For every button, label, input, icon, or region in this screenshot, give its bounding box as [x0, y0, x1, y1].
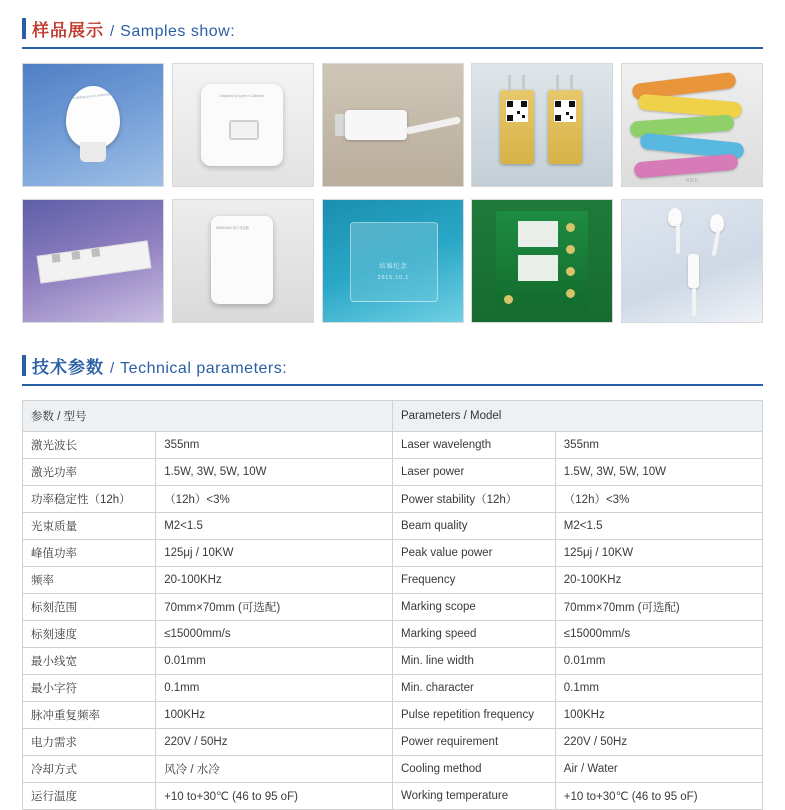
- technical-parameters-table: [22, 400, 763, 810]
- sample-artwork: [622, 64, 762, 186]
- cell-param-cn: 功率稳定性（12h）: [23, 486, 156, 513]
- cell-value-cn: 125μj / 10KW: [156, 540, 393, 567]
- bulb-base-shape: [80, 142, 106, 162]
- qr-code-icon: [554, 100, 576, 122]
- table-row: [23, 486, 763, 513]
- cell-param-cn: 冷却方式: [23, 756, 156, 783]
- sample-image-apple-adapter[interactable]: [172, 63, 314, 187]
- usb-connector-body: [345, 110, 407, 140]
- cell-value-en: 20-100KHz: [555, 567, 762, 594]
- cell-param-cn: 标刻速度: [23, 621, 156, 648]
- cell-value-en: 0.1mm: [555, 675, 762, 702]
- cell-param-en: Beam quality: [392, 513, 555, 540]
- earphone-cord: [712, 230, 720, 256]
- cell-value-cn: 355nm: [156, 432, 393, 459]
- params-table-body: [23, 401, 763, 810]
- samples-heading-en: Samples show:: [120, 23, 236, 40]
- cell-value-en: （12h）<3%: [555, 486, 762, 513]
- cell-value-en: 220V / 50Hz: [555, 729, 762, 756]
- module-lead: [556, 75, 559, 91]
- sample-artwork: [173, 64, 313, 186]
- usb-cord: [404, 116, 460, 134]
- cell-value-en: Air / Water: [555, 756, 762, 783]
- cell-param-en: Working temperature: [392, 783, 555, 810]
- wristband: [634, 153, 739, 178]
- sample-artwork: [622, 200, 762, 322]
- cell-param-cn: 标刻范围: [23, 594, 156, 621]
- cell-value-cn: 1.5W, 3W, 5W, 10W: [156, 459, 393, 486]
- table-header-row: [23, 401, 763, 432]
- cell-value-en: +10 to+30℃ (46 to 95 oF): [555, 783, 762, 810]
- cell-value-cn: 220V / 50Hz: [156, 729, 393, 756]
- cell-param-cn: 脉冲重复频率: [23, 702, 156, 729]
- sample-artwork: [323, 64, 463, 186]
- tech-section-heading: [22, 353, 763, 386]
- qr-code-icon: [506, 100, 528, 122]
- cell-param-en: Frequency: [392, 567, 555, 594]
- heading-accent-bar: [22, 18, 26, 39]
- cell-value-en: 125μj / 10KW: [555, 540, 762, 567]
- pcb-shape: [496, 211, 588, 311]
- cell-value-cn: 20-100KHz: [156, 567, 393, 594]
- samples-row-1: [22, 63, 763, 187]
- pcb-pad: [566, 245, 575, 254]
- pcb-qr-print: [518, 255, 558, 281]
- tech-heading-cn: 技术参数: [32, 358, 104, 377]
- earphone-cord: [692, 288, 696, 316]
- charger-label-text: SAMSUNG 旅行充电器: [215, 226, 249, 230]
- table-row: [23, 594, 763, 621]
- sample-artwork: [472, 64, 612, 186]
- cell-value-cn: ≤15000mm/s: [156, 621, 393, 648]
- adapter-engraved-text: Designed by Apple in California: [219, 94, 264, 98]
- wristband-brand-text: NIKE: [685, 178, 699, 184]
- cell-param-cn: 频率: [23, 567, 156, 594]
- cell-value-en: ≤15000mm/s: [555, 621, 762, 648]
- sample-image-wristbands[interactable]: [621, 63, 763, 187]
- cell-param-en: Laser power: [392, 459, 555, 486]
- sample-image-pcb-strip[interactable]: [22, 199, 164, 323]
- sample-artwork: [323, 200, 463, 322]
- samples-section-heading: [22, 16, 763, 49]
- sample-artwork: [23, 64, 163, 186]
- cell-param-en: Min. line width: [392, 648, 555, 675]
- table-row: [23, 702, 763, 729]
- cell-param-cn: 最小字符: [23, 675, 156, 702]
- cell-param-cn: 光束质量: [23, 513, 156, 540]
- sample-image-green-pcb[interactable]: [471, 199, 613, 323]
- table-row: [23, 675, 763, 702]
- pcb-qr-print: [518, 221, 558, 247]
- heading-accent-bar: [22, 355, 26, 376]
- cell-param-en: Power stability（12h）: [392, 486, 555, 513]
- cell-param-en: Laser wavelength: [392, 432, 555, 459]
- cell-value-en: 100KHz: [555, 702, 762, 729]
- sample-image-samsung-charger[interactable]: [172, 199, 314, 323]
- sample-artwork: [472, 200, 612, 322]
- gold-module-right: [548, 90, 582, 164]
- cell-param-en: Min. character: [392, 675, 555, 702]
- strip-shape: [37, 240, 152, 283]
- cell-value-cn: 0.1mm: [156, 675, 393, 702]
- earbud: [668, 208, 682, 226]
- tech-heading-en: Technical parameters:: [120, 360, 288, 377]
- table-row: [23, 729, 763, 756]
- sample-image-usb-cable[interactable]: [322, 63, 464, 187]
- samples-section: [0, 0, 785, 323]
- samples-heading-cn: 样品展示: [32, 21, 104, 40]
- cell-value-en: M2<1.5: [555, 513, 762, 540]
- crystal-shape: [350, 222, 438, 302]
- cell-param-en: Cooling method: [392, 756, 555, 783]
- tech-heading-separator: /: [110, 360, 115, 377]
- params-table-wrap: [0, 386, 785, 810]
- cell-param-en: Marking scope: [392, 594, 555, 621]
- pcb-pad: [566, 267, 575, 276]
- table-row: [23, 783, 763, 810]
- header-cell-left: 参数 / 型号: [23, 401, 393, 432]
- sample-artwork: [23, 200, 163, 322]
- sample-image-earphone[interactable]: [621, 199, 763, 323]
- charger-shape: [211, 216, 273, 304]
- cell-param-cn: 激光波长: [23, 432, 156, 459]
- cell-value-cn: +10 to+30℃ (46 to 95 oF): [156, 783, 393, 810]
- earphone-cord: [676, 224, 680, 254]
- pcb-pad: [566, 289, 575, 298]
- cell-value-cn: 70mm×70mm (可选配): [156, 594, 393, 621]
- module-lead: [508, 75, 511, 91]
- sample-image-led-bulb[interactable]: [22, 63, 164, 187]
- cell-param-cn: 运行温度: [23, 783, 156, 810]
- sample-image-gold-module[interactable]: [471, 63, 613, 187]
- gold-module-left: [500, 90, 534, 164]
- table-row: [23, 756, 763, 783]
- cell-param-en: Peak value power: [392, 540, 555, 567]
- cell-value-cn: 0.01mm: [156, 648, 393, 675]
- cell-value-en: 1.5W, 3W, 5W, 10W: [555, 459, 762, 486]
- cell-param-cn: 激光功率: [23, 459, 156, 486]
- earphone-inline-control: [688, 254, 699, 288]
- adapter-shape: [201, 84, 283, 166]
- cell-param-en: Pulse repetition frequency: [392, 702, 555, 729]
- cell-param-cn: 电力需求: [23, 729, 156, 756]
- cell-param-en: Power requirement: [392, 729, 555, 756]
- pcb-pad: [504, 295, 513, 304]
- table-row: [23, 432, 763, 459]
- cell-param-en: Marking speed: [392, 621, 555, 648]
- header-cell-right: Parameters / Model: [392, 401, 762, 432]
- module-lead: [522, 75, 525, 91]
- cell-param-cn: 最小线宽: [23, 648, 156, 675]
- table-row: [23, 459, 763, 486]
- sample-image-crystal[interactable]: [322, 199, 464, 323]
- table-row: [23, 540, 763, 567]
- table-row: [23, 621, 763, 648]
- cell-value-cn: M2<1.5: [156, 513, 393, 540]
- strip-notch: [91, 248, 100, 257]
- strip-notch: [71, 251, 80, 260]
- cell-param-cn: 峰值功率: [23, 540, 156, 567]
- table-row: [23, 648, 763, 675]
- cell-value-cn: 100KHz: [156, 702, 393, 729]
- cell-value-en: 355nm: [555, 432, 762, 459]
- module-lead: [570, 75, 573, 91]
- cell-value-en: 70mm×70mm (可选配): [555, 594, 762, 621]
- crystal-engraved-title: 结婚纪念: [379, 264, 408, 270]
- table-row: [23, 567, 763, 594]
- crystal-engraved-date: 2015.10.1: [377, 275, 410, 281]
- tech-section: [0, 345, 785, 386]
- cell-value-en: 0.01mm: [555, 648, 762, 675]
- pcb-pad: [566, 223, 575, 232]
- bulb-engraved-text: Enabling you to understand: [72, 91, 114, 101]
- adapter-prongs: [229, 120, 259, 140]
- cell-value-cn: 风冷 / 水冷: [156, 756, 393, 783]
- strip-notch: [52, 254, 61, 263]
- cell-value-cn: （12h）<3%: [156, 486, 393, 513]
- sample-artwork: [173, 200, 313, 322]
- samples-row-2: [22, 199, 763, 323]
- table-row: [23, 513, 763, 540]
- samples-heading-separator: /: [110, 23, 115, 40]
